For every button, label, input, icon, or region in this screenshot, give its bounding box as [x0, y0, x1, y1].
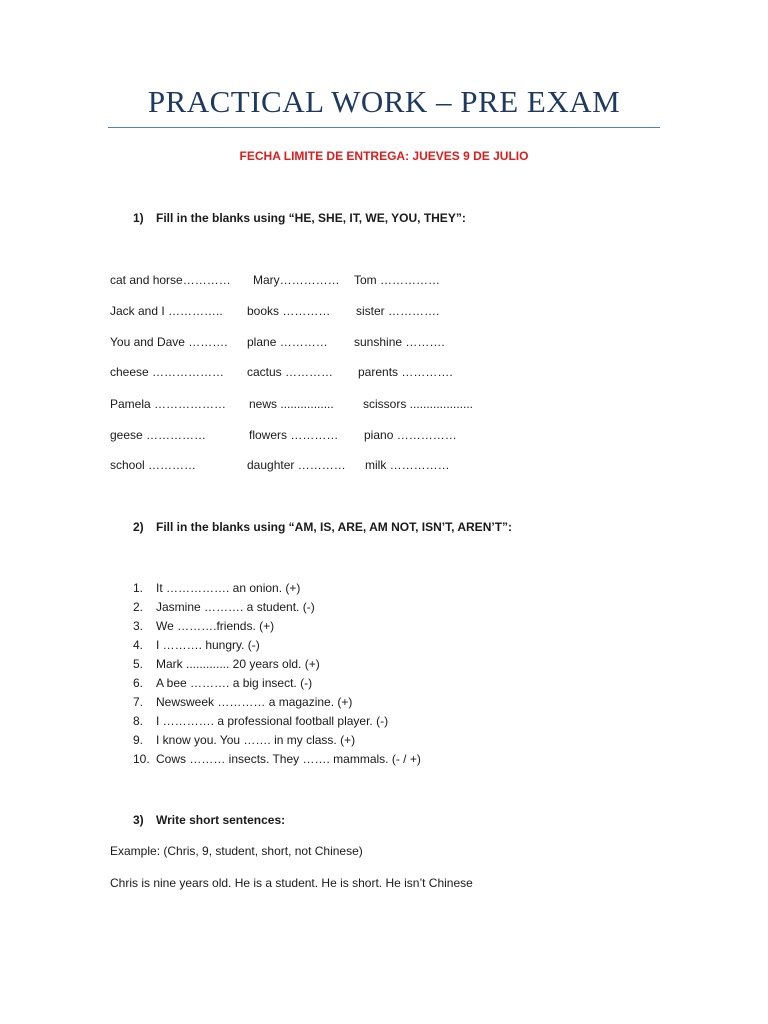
list-item[interactable] — [133, 619, 421, 638]
section-2-heading — [133, 520, 512, 534]
item-text: We ……….friends. (+) — [156, 619, 275, 633]
example-answer: Chris is nine years old. He is a student. He is short. He isn’t Chinese — [110, 876, 473, 890]
pronoun-blank[interactable]: scissors ................... — [363, 397, 474, 411]
pronoun-blank[interactable]: milk …………… — [365, 458, 450, 472]
item-text: It ……………. an onion. (+) — [156, 581, 301, 595]
item-text: Newsweek ………… a magazine. (+) — [156, 695, 353, 709]
pronoun-blank[interactable]: flowers ………… — [249, 428, 339, 442]
item-number: 3. — [133, 619, 144, 633]
pronoun-blank[interactable]: sister …………. — [356, 304, 440, 318]
item-number: 9. — [133, 733, 144, 747]
pronoun-blank[interactable]: parents …………. — [358, 365, 453, 379]
item-number: 5. — [133, 657, 144, 671]
list-item[interactable] — [133, 714, 421, 733]
section-2-number: 2) — [133, 520, 144, 534]
pronoun-blank[interactable]: news ................ — [249, 397, 334, 411]
pronoun-blank[interactable]: cat and horse………… — [110, 273, 231, 287]
item-text: Cows ……… insects. They ……. mammals. (- / +) — [156, 752, 421, 766]
pronoun-blank[interactable]: Tom …………… — [354, 273, 441, 287]
verb-to-be-list — [133, 581, 421, 771]
section-3-number: 3) — [133, 813, 144, 827]
list-item[interactable] — [133, 733, 421, 752]
item-text: I know you. You ……. in my class. (+) — [156, 733, 356, 747]
pronoun-blank[interactable]: piano …………… — [364, 428, 457, 442]
item-text: Mark ............. 20 years old. (+) — [156, 657, 320, 671]
item-number: 2. — [133, 600, 144, 614]
item-number: 7. — [133, 695, 144, 709]
section-3-heading — [133, 813, 285, 827]
pronoun-blank[interactable]: sunshine ………. — [354, 335, 445, 349]
title-underline — [108, 127, 660, 128]
list-item[interactable] — [133, 752, 421, 771]
pronoun-blank[interactable]: You and Dave ………. — [110, 335, 228, 349]
item-number: 4. — [133, 638, 144, 652]
list-item[interactable] — [133, 600, 421, 619]
item-number: 6. — [133, 676, 144, 690]
section-3-instruction: Write short sentences: — [156, 813, 286, 827]
page-title: PRACTICAL WORK – PRE EXAM — [147, 84, 621, 119]
example-prompt: Example: (Chris, 9, student, short, not Chinese) — [110, 844, 363, 858]
section-1-number: 1) — [133, 211, 144, 225]
pronoun-blank[interactable]: plane ………… — [247, 335, 328, 349]
pronoun-blank[interactable]: school ………… — [110, 458, 197, 472]
list-item[interactable] — [133, 657, 421, 676]
section-1-instruction: Fill in the blanks using “HE, SHE, IT, WE, YOU, THEY”: — [156, 211, 466, 225]
section-2-instruction: Fill in the blanks using “AM, IS, ARE, AM NOT, ISN’T, AREN’T”: — [156, 520, 513, 534]
list-item[interactable] — [133, 695, 421, 714]
list-item[interactable] — [133, 676, 421, 695]
pronoun-blank[interactable]: cactus ………… — [247, 365, 334, 379]
pronoun-blank[interactable]: books ………… — [247, 304, 331, 318]
pronoun-blank[interactable]: daughter ………… — [247, 458, 346, 472]
section-1-heading — [133, 211, 466, 225]
item-number: 10. — [133, 752, 150, 766]
item-text: A bee ………. a big insect. (-) — [156, 676, 313, 690]
item-text: I ………. hungry. (-) — [156, 638, 260, 652]
item-text: I …………. a professional football player. (-) — [156, 714, 389, 728]
deadline-notice: FECHA LIMITE DE ENTREGA: JUEVES 9 DE JULIO — [239, 149, 529, 163]
pronoun-blank[interactable]: Mary…………… — [253, 273, 340, 287]
pronoun-blank[interactable]: Jack and I ………….. — [110, 304, 223, 318]
list-item[interactable] — [133, 638, 421, 657]
item-number: 1. — [133, 581, 144, 595]
pronoun-blank[interactable]: Pamela ……………… — [110, 397, 227, 411]
pronoun-blank[interactable]: geese …………… — [110, 428, 207, 442]
list-item[interactable] — [133, 581, 421, 600]
pronoun-blank[interactable]: cheese ……………… — [110, 365, 225, 379]
item-number: 8. — [133, 714, 144, 728]
item-text: Jasmine ………. a student. (-) — [156, 600, 315, 614]
